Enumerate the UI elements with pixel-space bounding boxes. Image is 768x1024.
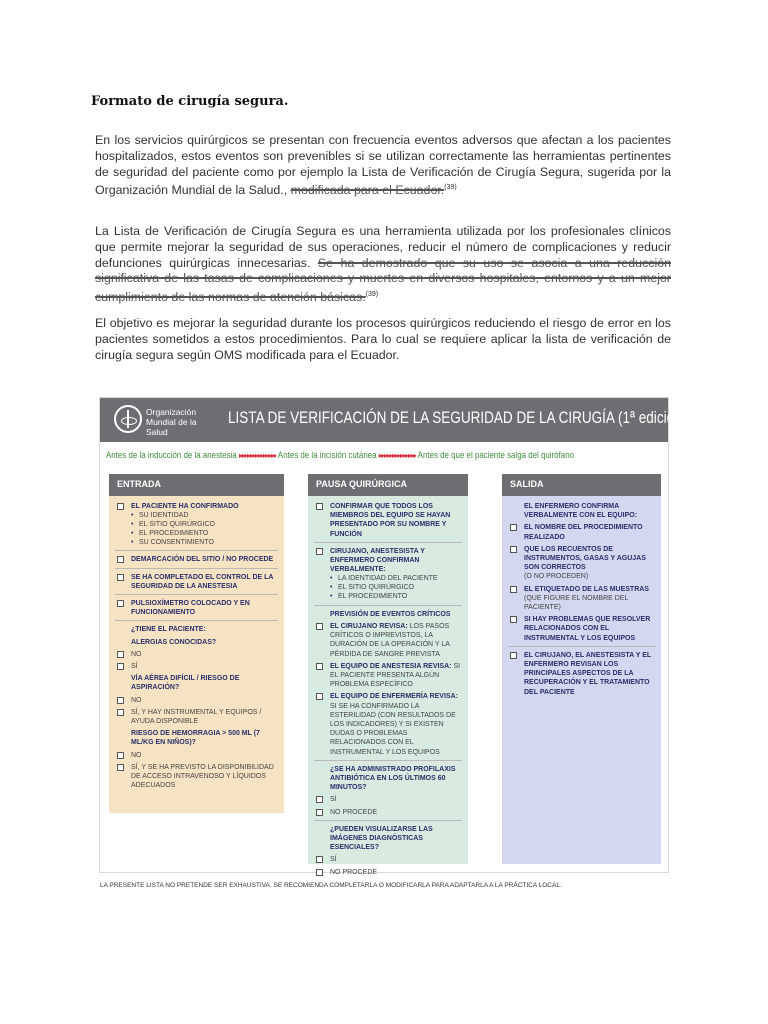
phase-before-exit: Antes de que el paciente salga del quirófano bbox=[417, 450, 575, 460]
org-name bbox=[146, 407, 216, 437]
checkbox[interactable] bbox=[510, 616, 517, 623]
checkbox[interactable] bbox=[316, 663, 323, 670]
checkbox[interactable] bbox=[117, 651, 124, 658]
checkbox[interactable] bbox=[510, 546, 517, 553]
checklist-item[interactable]: NO bbox=[115, 650, 278, 659]
checklist-header bbox=[100, 398, 687, 442]
checklist-item[interactable]: SE HA COMPLETADO EL CONTROL DE LA SEGURIDAD DE LA ANESTESIA bbox=[115, 573, 278, 591]
checklist-item[interactable]: NO PROCEDE bbox=[314, 868, 462, 877]
column-salida bbox=[502, 474, 661, 864]
checkbox[interactable] bbox=[316, 693, 323, 700]
reference-marker: (39) bbox=[365, 291, 379, 299]
checklist-item[interactable]: QUE LOS RECUENTOS DE INSTRUMENTOS, GASAS Y AGUJAS SON CORRECTOS (O NO PROCEDEN) bbox=[508, 545, 655, 582]
paragraph-intro-strike: modificada para el Ecuador. bbox=[290, 183, 445, 198]
checkbox[interactable] bbox=[117, 574, 124, 581]
checkbox[interactable] bbox=[510, 652, 517, 659]
column-entrada-heading: ENTRADA bbox=[109, 474, 284, 496]
checkbox[interactable] bbox=[510, 524, 517, 531]
checkbox[interactable] bbox=[117, 697, 124, 704]
checklist-item[interactable]: SÍ bbox=[314, 855, 462, 864]
checkbox[interactable] bbox=[510, 586, 517, 593]
who-logo-icon bbox=[114, 405, 142, 433]
checkbox[interactable] bbox=[117, 709, 124, 716]
phase-arrows: ▸▸▸▸▸▸▸▸▸▸▸▸▸▸ bbox=[238, 451, 277, 460]
checklist-item[interactable]: PULSIOXÍMETRO COLOCADO Y EN FUNCIONAMIENTO bbox=[115, 599, 278, 617]
checklist-item[interactable]: SÍ, Y SE HA PREVISTO LA DISPONIBILIDAD DE ACCESO INTRAVENOSO Y LÍQUIDOS ADECUADOS bbox=[115, 763, 278, 791]
checklist-item[interactable]: EL NOMBRE DEL PROCEDIMIENTO REALIZADO bbox=[508, 523, 655, 541]
checkbox[interactable] bbox=[117, 752, 124, 759]
checklist-item[interactable]: SÍ, Y HAY INSTRUMENTAL Y EQUIPOS / AYUDA DISPONIBLE bbox=[115, 708, 278, 726]
checkbox[interactable] bbox=[316, 548, 323, 555]
checklist-item[interactable]: EL ETIQUETADO DE LAS MUESTRAS (QUE FIGURE EL NOMBRE DEL PACIENTE) bbox=[508, 585, 655, 613]
checkbox[interactable] bbox=[316, 869, 323, 876]
question-heading: RIESGO DE HEMORRAGIA > 500 ML (7 ML/KG EN NIÑOS)? bbox=[131, 730, 260, 747]
question-heading: VÍA AÉREA DIFÍCIL / RIESGO DE ASPIRACIÓN? bbox=[131, 675, 240, 692]
phase-row bbox=[106, 450, 574, 464]
phase-before-anesthesia: Antes de la inducción de la anestesia bbox=[106, 450, 237, 460]
checkbox[interactable] bbox=[316, 503, 323, 510]
checkbox[interactable] bbox=[117, 600, 124, 607]
checkbox[interactable] bbox=[316, 796, 323, 803]
question-heading: ¿SE HA ADMINISTRADO PROFILAXIS ANTIBIÓTICA EN LOS ÚLTIMOS 60 MINUTOS? bbox=[330, 765, 456, 792]
checklist-item[interactable]: SI HAY PROBLEMAS QUE RESOLVER RELACIONADOS CON EL INSTRUMENTAL Y LOS EQUIPOS bbox=[508, 615, 655, 643]
question-heading: ¿TIENE EL PACIENTE: bbox=[131, 626, 206, 634]
paragraph-intro bbox=[95, 133, 671, 199]
section-heading: PREVISIÓN DE EVENTOS CRÍTICOS bbox=[330, 610, 451, 618]
checkbox[interactable] bbox=[117, 556, 124, 563]
column-entrada bbox=[109, 474, 284, 813]
column-pausa-heading: PAUSA QUIRÚRGICA bbox=[308, 474, 468, 496]
checklist-item[interactable]: NO bbox=[115, 696, 278, 705]
document-title: Formato de cirugía segura. bbox=[91, 94, 289, 109]
checklist-title: LISTA DE VERIFICACIÓN DE LA SEGURIDAD DE LA CIRUGÍA (1ª edición) bbox=[228, 409, 687, 427]
org-name-line1: Organización bbox=[146, 407, 197, 417]
checklist-item[interactable]: NO PROCEDE bbox=[314, 808, 462, 817]
checklist-item[interactable]: EL CIRUJANO, EL ANESTESISTA Y EL ENFERMERO REVISAN LOS PRINCIPALES ASPECTOS DE LA RECUPERACIÓN Y EL TRATAMIENTO DEL PACIENTE bbox=[508, 651, 655, 697]
checklist-item[interactable]: DEMARCACIÓN DEL SITIO / NO PROCEDE bbox=[115, 555, 278, 564]
checkbox[interactable] bbox=[316, 856, 323, 863]
phase-arrows: ▸▸▸▸▸▸▸▸▸▸▸▸▸▸ bbox=[378, 451, 416, 460]
checkbox[interactable] bbox=[117, 663, 124, 670]
reference-marker: (39) bbox=[444, 184, 457, 192]
checklist-item[interactable]: SÍ bbox=[314, 795, 462, 804]
checklist-item[interactable]: EL PACIENTE HA CONFIRMADO • SU IDENTIDAD • EL SITIO QUIRÚRGICO • EL PROCEDIMIENTO • SU CONSENTIMIENTO bbox=[115, 502, 278, 547]
org-name-line2: Mundial de la Salud bbox=[146, 417, 197, 437]
checklist-item[interactable]: SÍ bbox=[115, 662, 278, 671]
paragraph-objective: El objetivo es mejorar la seguridad durante los procesos quirúrgicos reduciendo el riesgo de error en los pacientes sometidos a estos procedimientos. Para lo cual se requiere aplicar la lista de verificación de cirugía segura según OMS modificada para el Ecuador. bbox=[95, 316, 671, 362]
checklist-item[interactable]: EL CIRUJANO REVISA: LOS PASOS CRÍTICOS O IMPREVISTOS, LA DURACIÓN DE LA OPERACIÓN Y LA PÉRDIDA DE SANGRE PREVISTA bbox=[314, 622, 462, 659]
checklist-figure bbox=[99, 397, 687, 889]
checkbox[interactable] bbox=[316, 809, 323, 816]
checklist-footer: LA PRESENTE LISTA NO PRETENDE SER EXHAUSTIVA. SE RECOMIENDA COMPLETARLA O MODIFICARLA PARA ADAPTARLA A LA PRÁCTICA LOCAL. bbox=[100, 882, 562, 889]
checklist-item[interactable]: NO bbox=[115, 751, 278, 760]
paragraph-intro-text: En los servicios quirúrgicos se presentan con frecuencia eventos adversos que afectan a los pacientes hospitalizados, estos eventos son prevenibles si se utilizan correctamente las herramientas pertinentes de seguridad del paciente como por ejemplo la Lista de Verificación de Cirugía Segura, sugerida por la Organización Mundial de la Salud., bbox=[95, 133, 671, 198]
column-salida-heading: SALIDA bbox=[502, 474, 661, 496]
checkbox[interactable] bbox=[117, 764, 124, 771]
checklist-item[interactable]: EL EQUIPO DE ENFERMERÍA REVISA: SI SE HA CONFIRMADO LA ESTERILIDAD (CON RESULTADOS DE LOS INDICADORES) Y SI EXISTEN DUDAS O PROBLEMAS RELACIONADOS CON EL INSTRUMENTAL Y LOS EQUIPOS bbox=[314, 692, 462, 756]
checklist-item[interactable]: CIRUJANO, ANESTESISTA Y ENFERMERO CONFIRMAN VERBALMENTE: • LA IDENTIDAD DEL PACIENTE • EL SITIO QUIRÚRGICO • EL PROCEDIMIENTO bbox=[314, 547, 462, 602]
question-heading: ALERGIAS CONOCIDAS? bbox=[131, 638, 217, 646]
section-heading: EL ENFERMERO CONFIRMA VERBALMENTE CON EL EQUIPO: bbox=[524, 503, 638, 520]
column-pausa bbox=[308, 474, 468, 876]
paragraph-definition bbox=[95, 224, 671, 306]
paragraph-definition-strike: Se ha demostrado que su uso se asocia a una reducción significativa de las tasas de complicaciones y muertes en diversos hospitales, entornos y a un mejor cumplimiento de las normas de atención básicas. bbox=[95, 255, 671, 305]
phase-before-incision: Antes de la incisión cutánea bbox=[277, 450, 377, 460]
checklist-item[interactable]: CONFIRMAR QUE TODOS LOS MIEMBROS DEL EQUIPO SE HAYAN PRESENTADO POR SU NOMBRE Y FUNCIÓN bbox=[314, 502, 462, 539]
checkbox[interactable] bbox=[117, 503, 124, 510]
checklist-item[interactable]: EL EQUIPO DE ANESTESIA REVISA: SI EL PACIENTE PRESENTA ALGÚN PROBLEMA ESPECÍFICO bbox=[314, 662, 462, 690]
paragraph-definition-text: La Lista de Verificación de Cirugía Segura es una herramienta utilizada por los profesionales clínicos que permite mejorar la seguridad de sus operaciones, reducir el número de complicaciones y reducir defunciones quirúrgicas innecesarias. bbox=[95, 224, 671, 270]
question-heading: ¿PUEDEN VISUALIZARSE LAS IMÁGENES DIAGNÓSTICAS ESENCIALES? bbox=[330, 825, 433, 852]
checkbox[interactable] bbox=[316, 623, 323, 630]
